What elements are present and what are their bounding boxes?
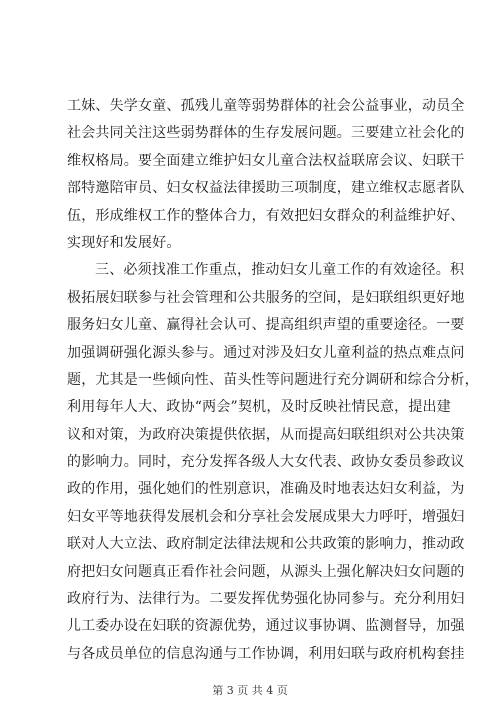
page-number-footer: 第 3 页 共 4 页: [212, 684, 288, 697]
text-line: 儿工委办设在妇联的资源优势，通过议事协调、监测督导，加强: [67, 618, 465, 635]
text-line: 维权格局。要全面建立维护妇女儿童合法权益联席会议、妇联干: [67, 152, 465, 169]
text-line: 服务妇女儿童、赢得社会认可、提高组织声望的重要途径。一要: [67, 317, 465, 334]
text-line: 的影响力。同时，充分发挥各级人大女代表、政协女委员参政议: [67, 454, 465, 471]
text-line: 妇女平等地获得发展机会和分享社会发展成果大力呼吁，增强妇: [67, 508, 465, 525]
text-line: 与各成员单位的信息沟通与工作协调，利用妇联与政府机构套挂: [67, 645, 465, 662]
text-line: 极拓展妇联参与社会管理和公共服务的空间，是妇联组织更好地: [67, 289, 465, 306]
text-line: 府把妇女问题真正看作社会问题，从源头上强化解决妇女问题的: [67, 563, 465, 580]
text-line: 政的作用，强化她们的性别意识，准确及时地表达妇女利益，为: [67, 481, 465, 498]
text-line: 加强调研强化源头参与。通过对涉及妇女儿童利益的热点难点问: [67, 344, 465, 361]
text-line: 政府行为、法律行为。二要发挥优势强化协同参与。充分利用妇: [67, 591, 465, 608]
document-body: [67, 93, 479, 668]
text-line: 部特邀陪审员、妇女权益法律援助三项制度，建立维权志愿者队: [67, 180, 465, 197]
text-line: 利用每年人大、政协“两会”契机，及时反映社情民意，提出建: [67, 399, 451, 416]
text-line-indented: 三、必须找准工作重点，推动妇女儿童工作的有效途径。积: [95, 262, 465, 279]
text-line: 伍，形成维权工作的整体合力，有效把妇女群众的利益维护好、: [67, 207, 465, 224]
text-line: 实现好和发展好。: [67, 234, 181, 251]
text-line: 工妹、失学女童、孤残儿童等弱势群体的社会公益事业，动员全: [67, 98, 465, 114]
text-line: 议和对策，为政府决策提供依据，从而提高妇联组织对公共决策: [67, 426, 465, 443]
text-line: 社会共同关注这些弱势群体的生存发展问题。三要建立社会化的: [67, 125, 465, 142]
text-line: 联对人大立法、政府制定法律法规和公共政策的影响力，推动政: [67, 536, 465, 553]
text-line: 题，尤其是一些倾向性、苗头性等问题进行充分调研和综合分析，: [67, 371, 479, 388]
